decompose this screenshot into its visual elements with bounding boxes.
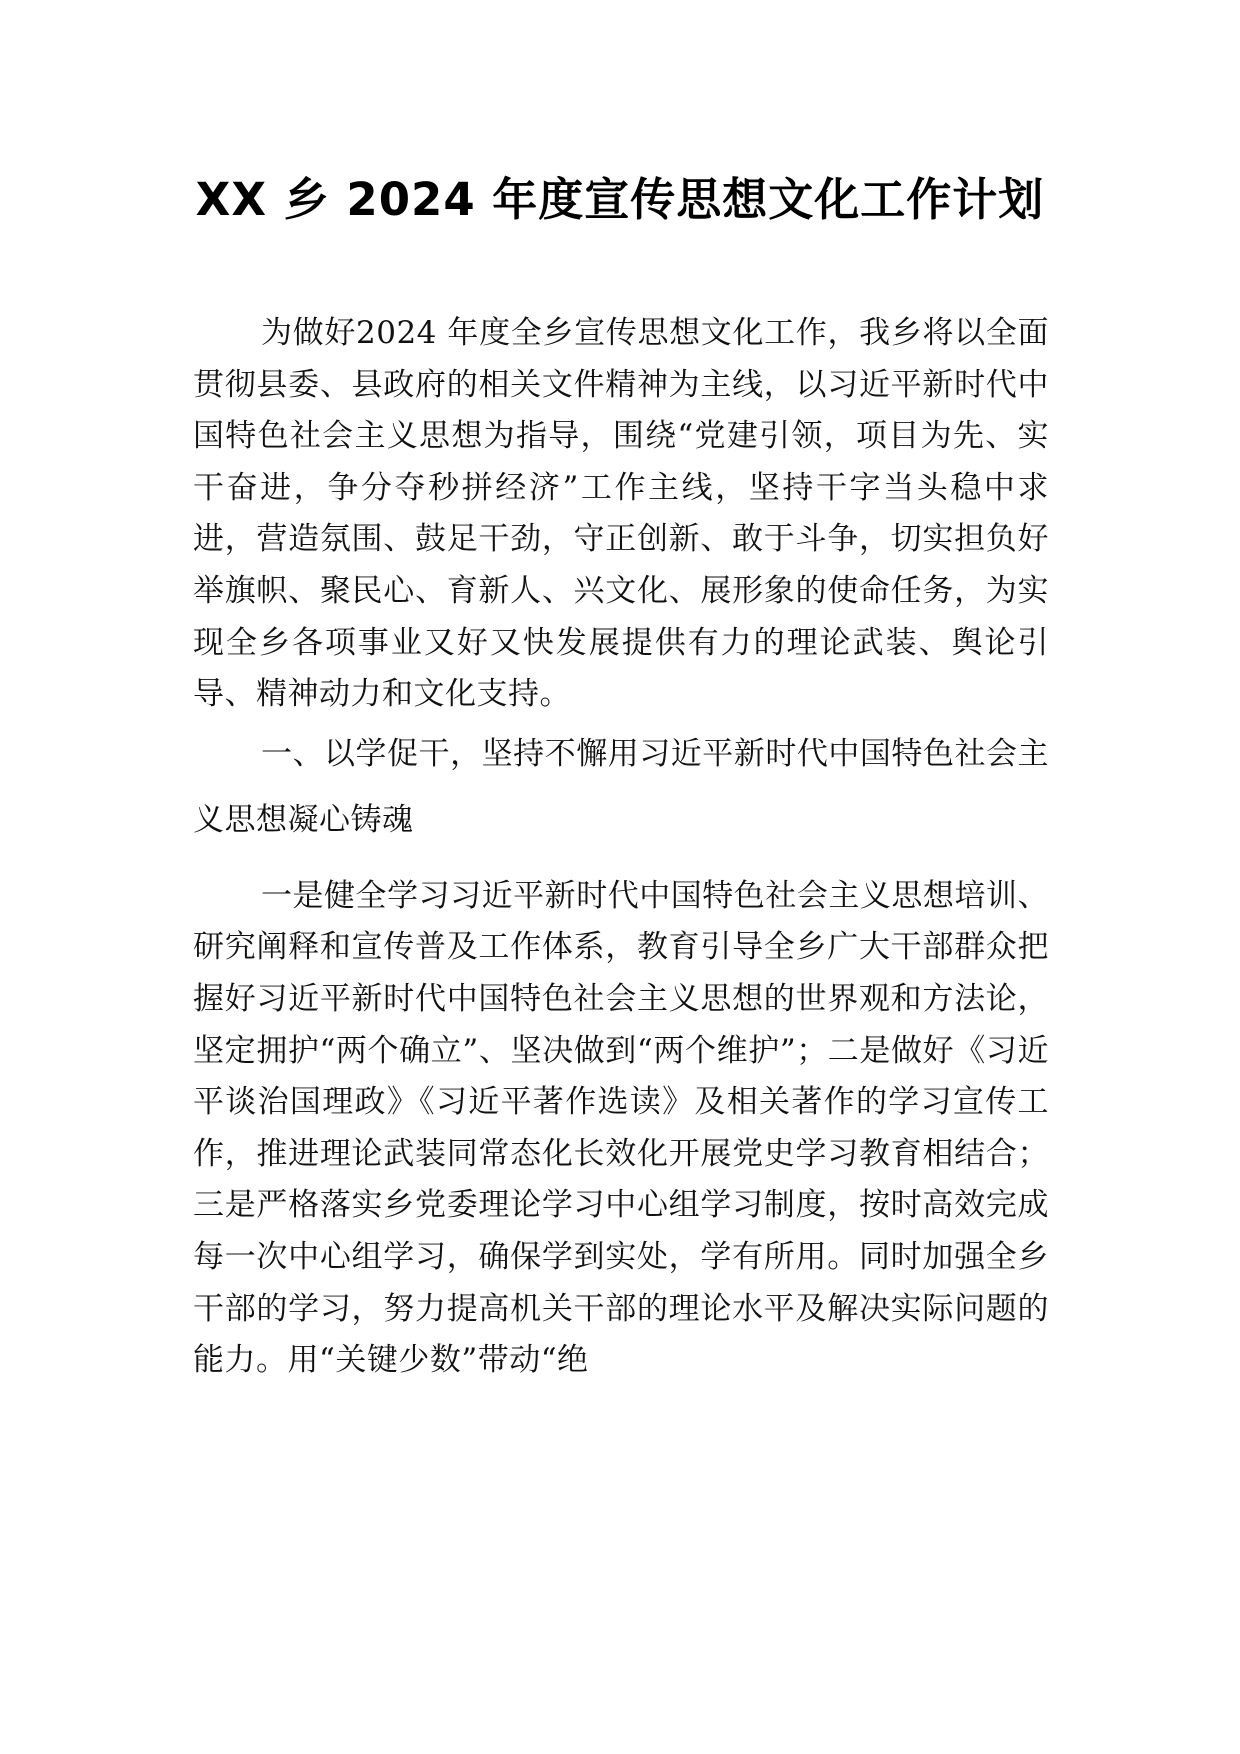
section-1-paragraph: 一是健全学习习近平新时代中国特色社会主义思想培训、研究阐释和宣传普及工作体系，教育引导全乡广大干部群众把握好习近平新时代中国特色社会主义思想的世界观和方法论，坚定拥护“两个确立”、坚决做到“两个维护”；二是做好《习近平谈治国理政》《习近平著作选读》及相关著作的学习宣传工作，推进理论武装同常态化长效化开展党史学习教育相结合；三是严格落实乡党委理论学习中心组学习制度，按时高效完成每一次中心组学习，确保学到实处，学有所用。同时加强全乡干部的学习，努力提高机关干部的理论水平及解决实际问题的能力。用“关键少数”带动“绝 xyxy=(193,877,1049,1379)
document-title: XX 乡 2024 年度宣传思想文化工作计划 xyxy=(195,173,1045,226)
section-1-heading: 一、以学促干，坚持不懈用习近平新时代中国特色社会主义思想凝心铸魂 xyxy=(193,735,1049,838)
document-body xyxy=(193,308,1049,1387)
intro-paragraph: 为做好2024 年度全乡宣传思想文化工作，我乡将以全面贯彻县委、县政府的相关文件精神为主线，以习近平新时代中国特色社会主义思想为指导，围绕“党建引领，项目为先、实干奋进，争分夺秒拼经济”工作主线，坚持干字当头稳中求进，营造氛围、鼓足干劲，守正创新、敢于斗争，切实担负好举旗帜、聚民心、育新人、兴文化、展形象的使命任务，为实现全乡各项事业又好又快发展提供有力的理论武装、舆论引导、精神动力和文化支持。 xyxy=(193,315,1049,713)
